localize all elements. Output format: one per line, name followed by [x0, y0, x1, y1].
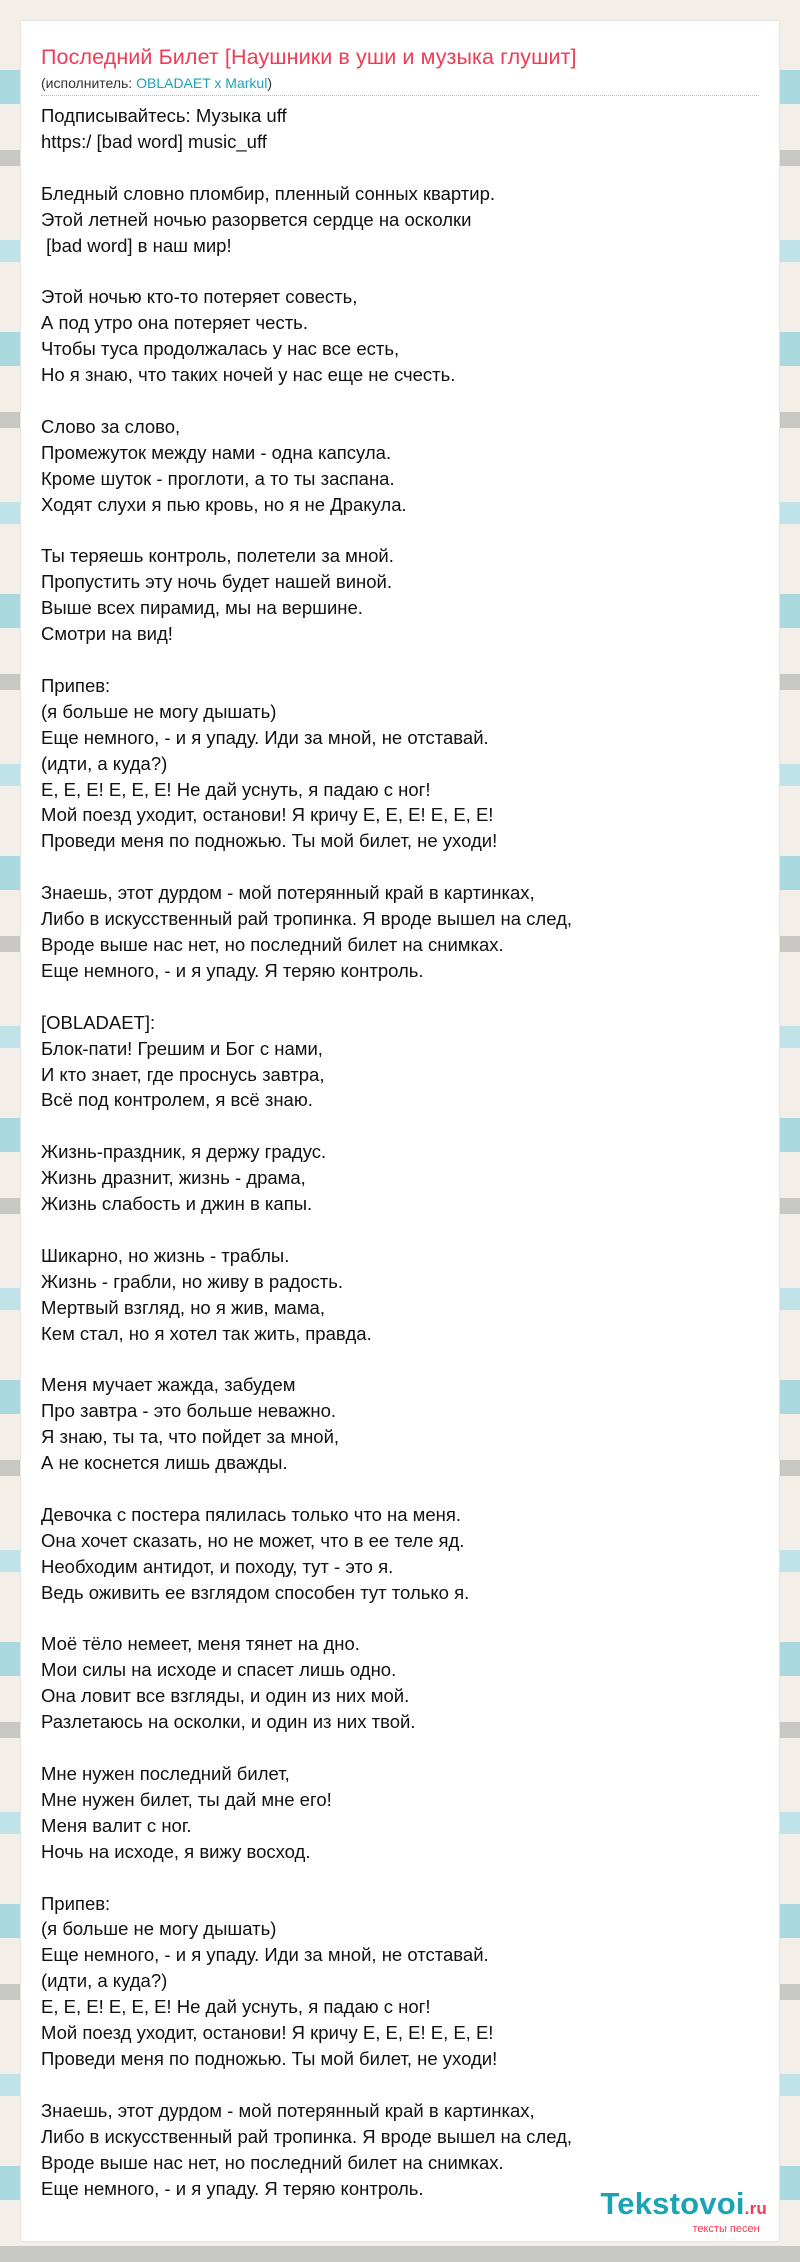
byline-prefix: (исполнитель: [41, 75, 137, 91]
lyric-line: Мой поезд уходит, останови! Я кричу Е, Е, Е! Е, Е, Е! [41, 2022, 494, 2044]
lyric-line: Всё под контролем, я всё знаю. [41, 1089, 313, 1111]
lyric-line: Смотри на вид! [41, 623, 173, 645]
lyric-line: Кроме шуток - проглоти, а то ты заспана. [41, 467, 395, 489]
logo-tagline: тексты песен [692, 2223, 760, 2235]
lyric-line: Ночь на исходе, я вижу восход. [41, 1840, 311, 1862]
lyric-line: Мертвый взгляд, но я жив, мама, [41, 1296, 325, 1318]
logo-name: Tekstovoi [600, 2186, 745, 2221]
byline-suffix: ) [267, 75, 272, 91]
lyric-line: Кем стал, но я хотел так жить, правда. [41, 1322, 372, 1344]
lyric-line: (я больше не могу дышать) [41, 1918, 277, 1940]
lyric-line: Припев: [41, 674, 111, 696]
lyrics-text [41, 103, 761, 2201]
lyric-line: Еще немного, - и я упаду. Я теряю контроль. [41, 959, 424, 981]
lyric-line: Либо в искусственный рай тропинка. Я вроде вышел на след, [41, 908, 573, 930]
lyric-line: (идти, а куда?) [41, 752, 168, 774]
lyric-line: Вроде выше нас нет, но последний билет на снимках. [41, 934, 504, 955]
lyric-line: Либо в искусственный рай тропинка. Я вроде вышел на след, [41, 2125, 573, 2147]
lyric-line: Знаешь, этот дурдом - мой потерянный край в картинках, [41, 882, 535, 904]
lyric-line: Ты теряешь контроль, полетели за мной. [41, 545, 394, 567]
lyric-line: Ведь оживить ее взглядом способен тут только я. [41, 1581, 470, 1603]
lyric-line: Припев: [41, 1892, 111, 1914]
lyric-line: (идти, а куда?) [41, 1970, 168, 1992]
lyric-line: Вроде выше нас нет, но последний билет на снимках. [41, 2151, 504, 2173]
lyric-line: Промежуток между нами - одна капсула. [41, 441, 392, 463]
lyric-line: [OBLADAET]: [41, 1011, 156, 1033]
lyric-line: (я больше не могу дышать) [41, 700, 277, 722]
lyric-line: Бледный словно пломбир, пленный сонных квартир. [41, 182, 496, 204]
lyric-line: Еще немного, - и я упаду. Иди за мной, не отставай. [41, 726, 489, 748]
song-title: Последний Билет [Наушники в уши и музыка глушит] [41, 45, 577, 69]
lyric-line: Жизнь слабость и джин в капы. [41, 1193, 313, 1215]
lyric-line: Еще немного, - и я упаду. Иди за мной, не отставай. [41, 1944, 489, 1966]
lyric-line: Слово за слово, [41, 415, 181, 437]
lyric-line: Еще немного, - и я упаду. Я теряю контроль. [41, 2177, 424, 2199]
lyric-line: Е, Е, Е! Е, Е, Е! Не дай уснуть, я падаю с ног! [41, 1996, 431, 2018]
lyric-line: Проведи меня по подножью. Ты мой билет, не уходи! [41, 2047, 498, 2069]
lyric-line: Е, Е, Е! Е, Е, Е! Не дай уснуть, я падаю с ног! [41, 778, 431, 800]
lyric-line: Она хочет сказать, но не может, что в ее теле яд. [41, 1529, 465, 1551]
site-logo[interactable] [600, 2188, 767, 2235]
lyric-line: И кто знает, где проснусь завтра, [41, 1063, 325, 1085]
lyric-line: Ходят слухи я пью кровь, но я не Дракула. [41, 493, 407, 515]
lyric-line: Необходим антидот, и походу, тут - это я. [41, 1555, 394, 1577]
logo-tld: .ru [744, 2199, 767, 2218]
lyric-line: Знаешь, этот дурдом - мой потерянный край в картинках, [41, 2099, 535, 2121]
lyric-line: Разлетаюсь на осколки, и один из них твой. [41, 1711, 416, 1733]
lyric-line: Шикарно, но жизнь - траблы. [41, 1244, 290, 1266]
artist-link[interactable]: OBLADAET x Markul [136, 75, 268, 91]
lyric-line: Мне нужен последний билет, [41, 1763, 290, 1784]
lyric-line: [bad word] в наш мир! [41, 234, 232, 256]
lyric-line: Жизнь-праздник, я держу градус. [41, 1141, 327, 1163]
lyrics-card [20, 20, 780, 2242]
lyric-line: Меня валит с ног. [41, 1814, 192, 1836]
lyric-line: Проведи меня по подножью. Ты мой билет, не уходи! [41, 830, 498, 852]
logo-wordmark [600, 2188, 767, 2224]
lyric-line: Этой летней ночью разорвется сердце на осколки [41, 208, 472, 230]
lyric-line: Подписывайтесь: Музыка uff [41, 105, 287, 126]
lyric-line: А не коснется лишь дважды. [41, 1452, 288, 1474]
artist-byline [41, 75, 272, 91]
lyric-line: https:/ [bad word] music_uff [41, 130, 267, 152]
lyric-line: Девочка с постера пялилась только что на меня. [41, 1503, 462, 1525]
lyric-line: Мне нужен билет, ты дай мне его! [41, 1788, 332, 1810]
lyric-line: Но я знаю, что таких ночей у нас еще не счесть. [41, 364, 456, 386]
lyric-line: Мой поезд уходит, останови! Я кричу Е, Е, Е! Е, Е, Е! [41, 804, 494, 826]
lyric-line: Чтобы туса продолжалась у нас все есть, [41, 338, 400, 360]
title-divider [41, 95, 759, 96]
lyric-line: Она ловит все взгляды, и один из них мой. [41, 1685, 410, 1707]
lyric-line: А под утро она потеряет честь. [41, 312, 308, 334]
lyric-line: Я знаю, ты та, что пойдет за мной, [41, 1426, 340, 1448]
lyric-line: Жизнь дразнит, жизнь - драма, [41, 1167, 306, 1189]
lyric-line: Жизнь - грабли, но живу в радость. [41, 1270, 343, 1292]
lyric-line: Меня мучает жажда, забудем [41, 1374, 296, 1396]
lyric-line: Этой ночью кто-то потеряет совесть, [41, 286, 358, 308]
lyric-line: Про завтра - это больше неважно. [41, 1400, 337, 1422]
lyric-line: Моё тёло немеет, меня тянет на дно. [41, 1633, 360, 1655]
lyric-line: Пропустить эту ночь будет нашей виной. [41, 571, 393, 593]
lyric-line: Выше всех пирамид, мы на вершине. [41, 597, 363, 619]
lyric-line: Мои силы на исходе и спасет лишь одно. [41, 1659, 397, 1681]
lyric-line: Блок-пати! Грешим и Бог с нами, [41, 1037, 323, 1059]
